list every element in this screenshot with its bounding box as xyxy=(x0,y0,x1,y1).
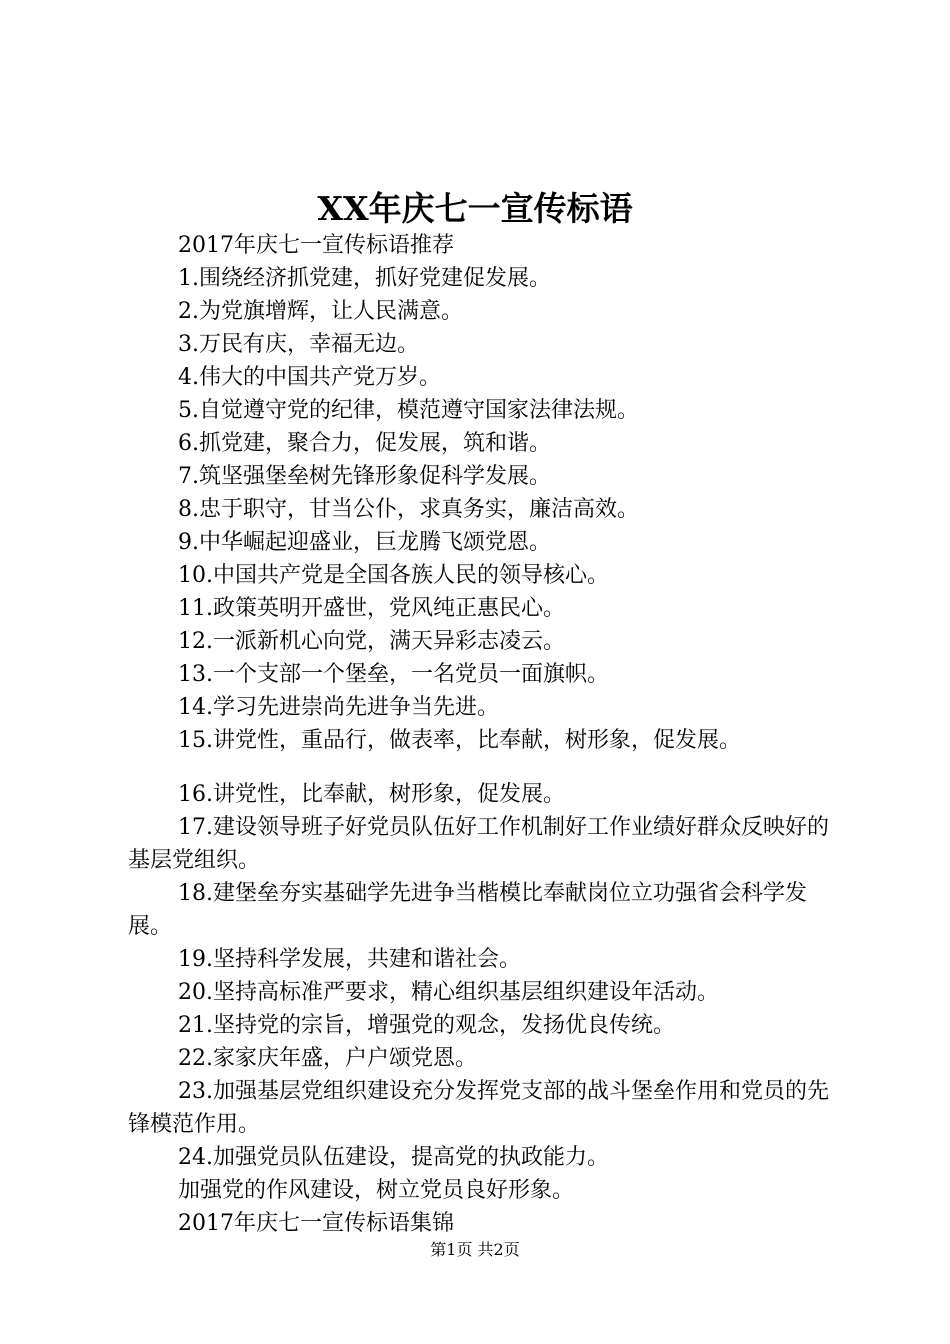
paragraph: 24.加强党员队伍建设，提高党的执政能力。 xyxy=(178,1145,609,1170)
paragraph: 2.为党旗增辉，让人民满意。 xyxy=(178,299,463,324)
paragraph: 9.中华崛起迎盛业，巨龙腾飞颂党恩。 xyxy=(178,530,551,555)
paragraph: 11.政策英明开盛世，党风纯正惠民心。 xyxy=(178,596,565,621)
paragraph: 22.家家庆年盛，户户颂党恩。 xyxy=(178,1046,477,1071)
paragraph: 7.筑坚强堡垒树先锋形象促科学发展。 xyxy=(178,464,551,489)
document-body xyxy=(128,229,838,1240)
paragraph: 21.坚持党的宗旨，增强党的观念，发扬优良传统。 xyxy=(178,1013,675,1038)
paragraph: 8.忠于职守，甘当公仆，求真务实，廉洁高效。 xyxy=(178,497,639,522)
paragraph: 16.讲党性，比奉献，树形象，促发展。 xyxy=(178,782,565,807)
paragraph: 10.中国共产党是全国各族人民的领导核心。 xyxy=(178,563,609,588)
paragraph: 13.一个支部一个堡垒，一名党员一面旗帜。 xyxy=(178,662,609,687)
paragraph: 3.万民有庆，幸福无边。 xyxy=(178,332,419,357)
paragraph: 加强党的作风建设，树立党员良好形象。 xyxy=(178,1178,575,1203)
paragraph: 2017年庆七一宣传标语集锦 xyxy=(178,1211,454,1236)
paragraph: 20.坚持高标准严要求，精心组织基层组织建设年活动。 xyxy=(178,980,719,1005)
paragraph: 6.抓党建，聚合力，促发展，筑和谐。 xyxy=(178,431,551,456)
paragraph: 1.围绕经济抓党建，抓好党建促发展。 xyxy=(178,266,551,291)
paragraph: 12.一派新机心向党，满天异彩志凌云。 xyxy=(178,629,565,654)
page-footer: 第1页 共2页 xyxy=(430,1240,520,1259)
paragraph: 18.建堡垒夯实基础学先进争当楷模比奉献岗位立功强省会科学发展。 xyxy=(128,881,807,939)
paragraph: 15.讲党性，重品行，做表率，比奉献，树形象，促发展。 xyxy=(178,728,741,753)
paragraph: 2017年庆七一宣传标语推荐 xyxy=(178,233,454,258)
paragraph: 17.建设领导班子好党员队伍好工作机制好工作业绩好群众反映好的基层党组织。 xyxy=(128,815,829,873)
paragraph: 14.学习先进崇尚先进争当先进。 xyxy=(178,695,499,720)
paragraph: 5.自觉遵守党的纪律，模范遵守国家法律法规。 xyxy=(178,398,639,423)
paragraph: 23.加强基层党组织建设充分发挥党支部的战斗堡垒作用和党员的先锋模范作用。 xyxy=(128,1079,829,1137)
paragraph: 19.坚持科学发展，共建和谐社会。 xyxy=(178,947,521,972)
document-title: XX年庆七一宣传标语 xyxy=(317,189,633,228)
paragraph: 4.伟大的中国共产党万岁。 xyxy=(178,365,441,390)
